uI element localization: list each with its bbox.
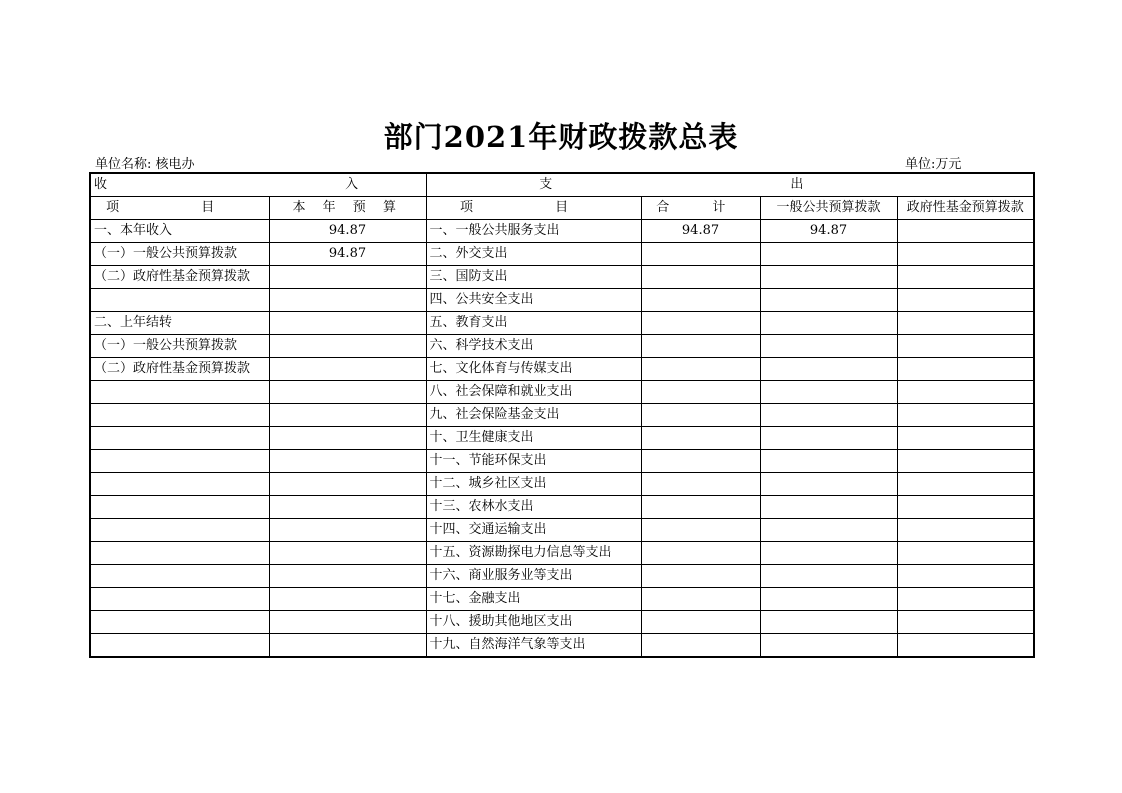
total-cell: [641, 404, 760, 427]
table-row: [90, 381, 1034, 404]
expense-item-cell: 二、外交支出: [426, 243, 641, 266]
expense-item-cell: 四、公共安全支出: [426, 289, 641, 312]
fund-budget-cell: [897, 565, 1034, 588]
general-budget-cell: [760, 266, 897, 289]
currency-unit-label: 单位:万元: [905, 157, 962, 172]
budget-cell: [269, 565, 426, 588]
table-row: [90, 404, 1034, 427]
total-cell: [641, 427, 760, 450]
general-budget-cell: [760, 542, 897, 565]
income-item-cell: [90, 634, 269, 658]
expense-item-cell: 六、科学技术支出: [426, 335, 641, 358]
table-row: [90, 427, 1034, 450]
general-budget-cell: 94.87: [760, 220, 897, 243]
budget-cell: [269, 427, 426, 450]
total-cell: [641, 611, 760, 634]
budget-cell: [269, 358, 426, 381]
fund-budget-cell: [897, 427, 1034, 450]
income-item-cell: [90, 473, 269, 496]
total-cell: [641, 381, 760, 404]
income-item-cell: [90, 542, 269, 565]
header-row-columns: [90, 197, 1034, 220]
table-row: [90, 450, 1034, 473]
total-cell: [641, 634, 760, 658]
col-income-item-header: 项 目: [90, 197, 269, 220]
general-budget-cell: [760, 358, 897, 381]
unit-name-label: 单位名称: 核电办: [95, 157, 195, 172]
fund-budget-cell: [897, 312, 1034, 335]
fund-budget-cell: [897, 496, 1034, 519]
budget-cell: [269, 404, 426, 427]
total-cell: [641, 243, 760, 266]
budget-cell: [269, 473, 426, 496]
income-item-cell: 一、本年收入: [90, 220, 269, 243]
budget-cell: [269, 450, 426, 473]
income-item-cell: [90, 611, 269, 634]
fund-budget-cell: [897, 634, 1034, 658]
table-row: [90, 519, 1034, 542]
expense-item-cell: 十五、资源勘探电力信息等支出: [426, 542, 641, 565]
expense-item-cell: 八、社会保障和就业支出: [426, 381, 641, 404]
fund-budget-cell: [897, 519, 1034, 542]
table-row: [90, 542, 1034, 565]
expense-item-cell: 十八、援助其他地区支出: [426, 611, 641, 634]
budget-cell: 94.87: [269, 220, 426, 243]
table-row: [90, 312, 1034, 335]
general-budget-cell: [760, 404, 897, 427]
general-budget-cell: [760, 496, 897, 519]
expense-item-cell: 十九、自然海洋气象等支出: [426, 634, 641, 658]
general-budget-cell: [760, 312, 897, 335]
expense-item-cell: 十七、金融支出: [426, 588, 641, 611]
total-cell: [641, 565, 760, 588]
expense-item-cell: 十、卫生健康支出: [426, 427, 641, 450]
income-item-cell: [90, 289, 269, 312]
budget-cell: [269, 634, 426, 658]
total-cell: [641, 519, 760, 542]
income-item-cell: 二、上年结转: [90, 312, 269, 335]
general-budget-cell: [760, 243, 897, 266]
fund-budget-cell: [897, 243, 1034, 266]
fund-budget-cell: [897, 335, 1034, 358]
income-item-cell: [90, 565, 269, 588]
fund-budget-cell: [897, 404, 1034, 427]
general-budget-cell: [760, 611, 897, 634]
page-title: 部门2021年财政拨款总表: [383, 120, 739, 154]
income-item-cell: （一）一般公共预算拨款: [90, 335, 269, 358]
income-item-cell: [90, 450, 269, 473]
budget-cell: [269, 611, 426, 634]
col-expense-item-header: 项 目: [426, 197, 641, 220]
col-general-header: 一般公共预算拨款: [760, 197, 897, 220]
fund-budget-cell: [897, 289, 1034, 312]
fund-budget-cell: [897, 473, 1034, 496]
budget-cell: [269, 519, 426, 542]
table-row: [90, 496, 1034, 519]
fund-budget-cell: [897, 266, 1034, 289]
total-cell: 94.87: [641, 220, 760, 243]
total-cell: [641, 312, 760, 335]
table-row: [90, 289, 1034, 312]
general-budget-cell: [760, 381, 897, 404]
header-row-group: [90, 173, 1034, 197]
table-row: [90, 243, 1034, 266]
total-cell: [641, 496, 760, 519]
budget-cell: [269, 381, 426, 404]
table-row: [90, 588, 1034, 611]
income-item-cell: [90, 404, 269, 427]
table-row: [90, 358, 1034, 381]
income-item-cell: （二）政府性基金预算拨款: [90, 266, 269, 289]
table-row: [90, 220, 1034, 243]
income-item-cell: （一）一般公共预算拨款: [90, 243, 269, 266]
fund-budget-cell: [897, 381, 1034, 404]
budget-cell: [269, 335, 426, 358]
income-item-cell: [90, 588, 269, 611]
table-row: [90, 473, 1034, 496]
income-item-cell: [90, 496, 269, 519]
general-budget-cell: [760, 588, 897, 611]
expense-item-cell: 九、社会保险基金支出: [426, 404, 641, 427]
expense-group-header: 支 出: [426, 173, 1034, 197]
budget-cell: 94.87: [269, 243, 426, 266]
expense-item-cell: 七、文化体育与传媒支出: [426, 358, 641, 381]
income-item-cell: [90, 519, 269, 542]
fund-budget-cell: [897, 588, 1034, 611]
total-cell: [641, 588, 760, 611]
general-budget-cell: [760, 565, 897, 588]
income-item-cell: [90, 427, 269, 450]
total-cell: [641, 358, 760, 381]
expense-item-cell: 十三、农林水支出: [426, 496, 641, 519]
fund-budget-cell: [897, 542, 1034, 565]
general-budget-cell: [760, 519, 897, 542]
fund-budget-cell: [897, 611, 1034, 634]
expense-item-cell: 十六、商业服务业等支出: [426, 565, 641, 588]
general-budget-cell: [760, 450, 897, 473]
table-row: [90, 611, 1034, 634]
expense-item-cell: 三、国防支出: [426, 266, 641, 289]
income-item-cell: [90, 381, 269, 404]
expense-item-cell: 十一、节能环保支出: [426, 450, 641, 473]
appropriation-table: [89, 172, 1035, 658]
col-budget-header: 本 年 预 算: [269, 197, 426, 220]
budget-cell: [269, 542, 426, 565]
budget-cell: [269, 312, 426, 335]
col-total-header: 合 计: [641, 197, 760, 220]
general-budget-cell: [760, 289, 897, 312]
general-budget-cell: [760, 473, 897, 496]
total-cell: [641, 473, 760, 496]
general-budget-cell: [760, 427, 897, 450]
total-cell: [641, 289, 760, 312]
table-row: [90, 335, 1034, 358]
budget-cell: [269, 496, 426, 519]
budget-cell: [269, 588, 426, 611]
expense-item-cell: 五、教育支出: [426, 312, 641, 335]
general-budget-cell: [760, 335, 897, 358]
fund-budget-cell: [897, 220, 1034, 243]
fund-budget-cell: [897, 450, 1034, 473]
table-row: [90, 634, 1034, 658]
general-budget-cell: [760, 634, 897, 658]
table-row: [90, 565, 1034, 588]
total-cell: [641, 450, 760, 473]
budget-cell: [269, 289, 426, 312]
expense-item-cell: 十二、城乡社区支出: [426, 473, 641, 496]
total-cell: [641, 335, 760, 358]
col-fund-header: 政府性基金预算拨款: [897, 197, 1034, 220]
income-group-header: 收 入: [90, 173, 426, 197]
budget-cell: [269, 266, 426, 289]
income-item-cell: （二）政府性基金预算拨款: [90, 358, 269, 381]
total-cell: [641, 266, 760, 289]
total-cell: [641, 542, 760, 565]
expense-item-cell: 一、一般公共服务支出: [426, 220, 641, 243]
expense-item-cell: 十四、交通运输支出: [426, 519, 641, 542]
fund-budget-cell: [897, 358, 1034, 381]
table-row: [90, 266, 1034, 289]
